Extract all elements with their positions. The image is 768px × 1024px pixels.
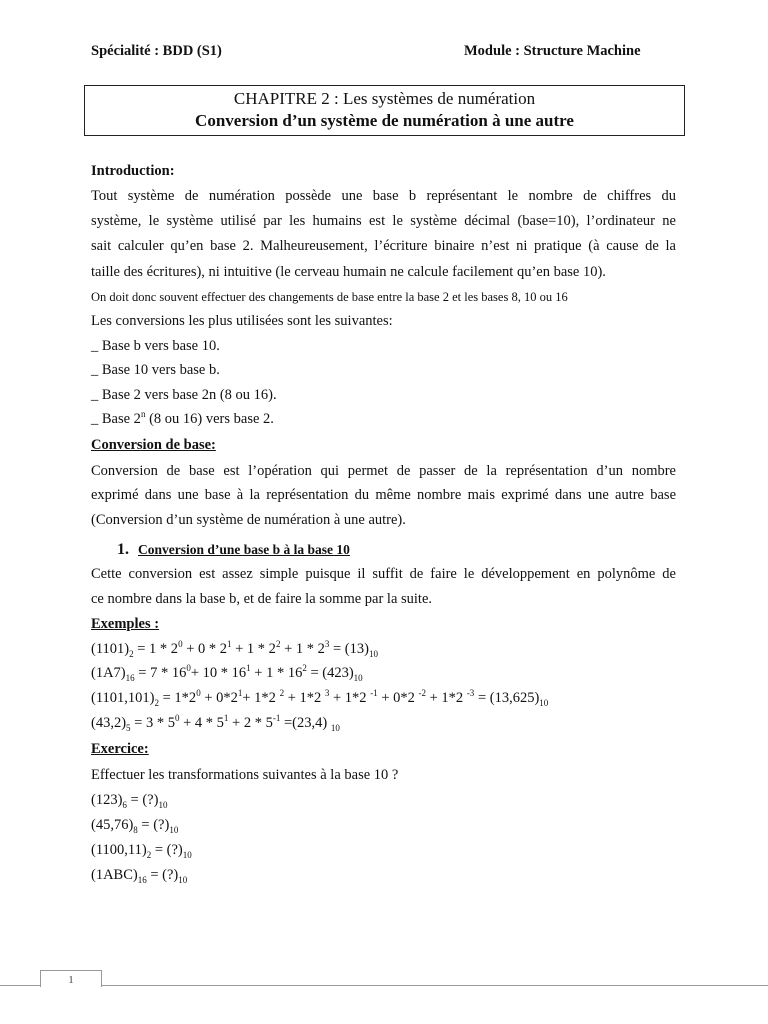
conversion-line-3: (Conversion d’un système de numération à une autre). (91, 512, 406, 528)
example-formula: $(1101)_2 = 1 * 2^0 + 0 * 2^1 + 1 * 2^2 + 1 * 2^3 = (13)_{10}$ (91, 639, 378, 659)
intro-heading: Introduction: (91, 163, 175, 179)
list-item: _ Base 2 vers base 2n (8 ou 16). (91, 387, 277, 403)
list-item-4-b: (8 ou 16) vers base 2. (149, 411, 274, 427)
intro-line-6: Les conversions les plus utilisées sont les suivantes: (91, 313, 393, 329)
intro-line-4: taille des écritures), ni intuitive (le cerveau humain ne calcule facilement qu’en base 10). (91, 264, 606, 280)
exercise-question: $(1100,11)_2$ = $(?)_{10}$ (91, 842, 192, 860)
intro-line-5: On doit donc souvent effectuer des changements de base entre la base 2 et les bases 8, 10 ou 16 (91, 290, 568, 304)
section-1-line-1: Cette conversion est assez simple puisque il suffit de faire le développement en polynôme de (91, 566, 676, 582)
conversion-heading: Conversion de base: (91, 437, 216, 453)
example-formula: $(1A7)_{16} = 7 * 16^0+ 10 * 16^1 + 1 * 16^2 = (423)_{10}$ (91, 663, 363, 683)
example-formula: $(43,2)_5 = 3 * 5^0 + 4 * 5^1 + 2 * 5^{-1} =(23,4)$ $_{10}$ (91, 713, 340, 733)
chapter-title-box (84, 85, 685, 136)
page-number: 1 (40, 970, 102, 987)
intro-line-1: Tout système de numération possède une base b représentant le nombre de chiffres du (91, 188, 676, 204)
examples-heading: Exemples : (91, 616, 160, 632)
intro-line-3: sait calculer qu’en base 2. Malheureusement, l’écriture binaire n’est ni pratique (à cause de la (91, 238, 676, 254)
exercise-question: $(45,76)_8$ = $(?)_{10}$ (91, 817, 179, 835)
header-right: Module : Structure Machine (464, 43, 641, 59)
exercise-question: $(123)_6$ = $(?)_{10}$ (91, 792, 168, 810)
list-item-4-a: _ Base 2 (91, 411, 141, 427)
conversion-line-2: exprimé dans une base à la représentation du même nombre mais exprimé dans une autre base (91, 487, 676, 503)
section-1-line-2: ce nombre dans la base b, et de faire la somme par la suite. (91, 591, 433, 607)
intro-line-2: système, le système utilisé par les humains est le système décimal (base=10), l’ordinateur ne (91, 213, 676, 229)
header-left: Spécialité : BDD (S1) (91, 43, 222, 59)
section-1-title: Conversion d’une base b à la base 10 (138, 542, 350, 557)
exercise-prompt: Effectuer les transformations suivantes à la base 10 ? (91, 767, 399, 783)
list-item: _ Base 10 vers base b. (91, 362, 220, 378)
footer-rule (0, 985, 768, 986)
chapter-title: CHAPITRE 2 : Les systèmes de numération (233, 89, 536, 108)
section-1-heading (117, 541, 350, 559)
example-formula: $(1101,101)_2 = 1*2^0 + 0*2^1+ 1*2$ $^2$ + 1*2 $^3$ + 1*2 $^{-1}$ + 0*2 $^{-2}$ + 1*2 $^{-3} = (13,625)_{10}$ (91, 688, 549, 708)
conversion-line-1: Conversion de base est l’opération qui permet de passer de la représentation d’un nombre (91, 463, 676, 479)
exercise-question: $(1ABC)_{16}$ = $(?)_{10}$ (91, 867, 188, 885)
list-item: _ Base b vers base 10. (91, 338, 220, 354)
chapter-subtitle: Conversion d’un système de numération à une autre (195, 111, 574, 130)
list-item-4-sup: n (140, 409, 146, 420)
section-1-number: 1. (117, 541, 129, 558)
list-item (91, 411, 274, 428)
exercise-heading: Exercice: (91, 741, 149, 757)
